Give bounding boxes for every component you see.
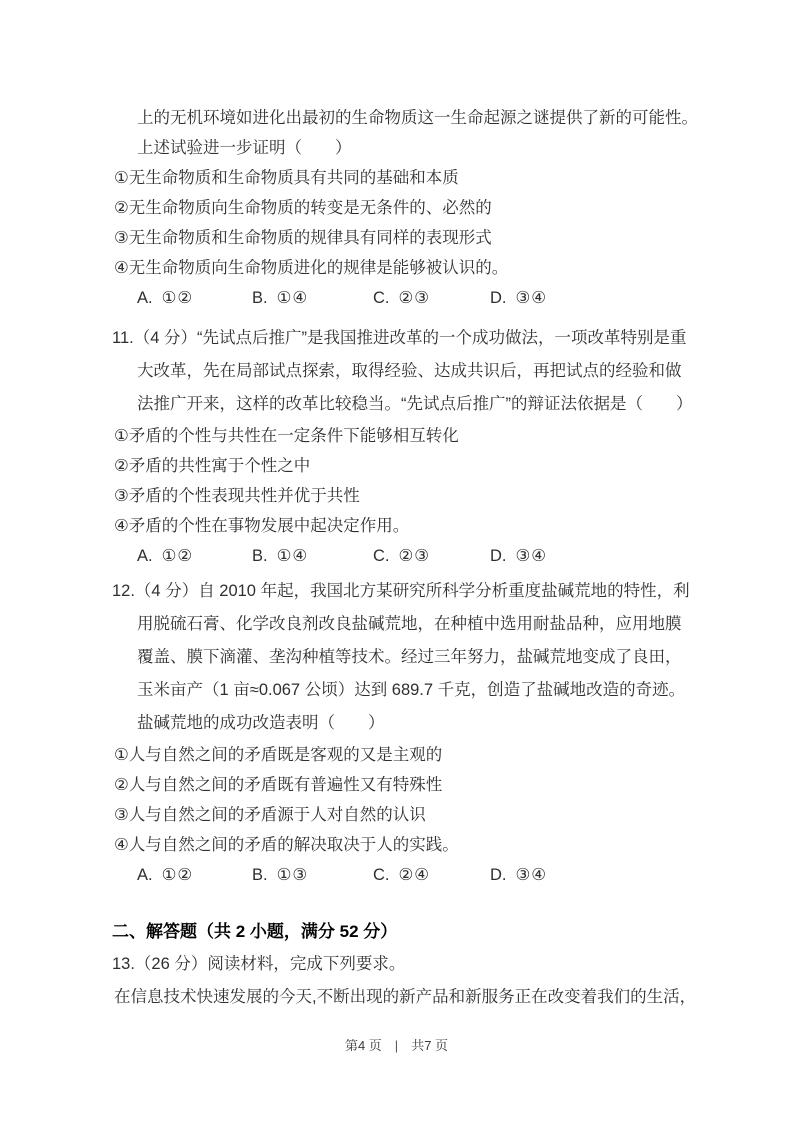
question-text-line: 法推广开来，这样的改革比较稳当。“先试点后推广”的辩证法依据是（ ） [137, 395, 693, 413]
choice-item-1: ①无生命物质和生命物质具有共同的基础和本质 [114, 169, 459, 187]
question-text-line: 盐碱荒地的成功改造表明（ ） [137, 714, 385, 732]
page-total: 共7 页 [411, 1038, 449, 1053]
answer-option-b [252, 283, 373, 313]
page-footer [0, 1037, 793, 1055]
choice-item-4: ④无生命物质向生命物质进化的规律是能够被认识的。 [114, 259, 509, 277]
answer-option-c [373, 860, 490, 890]
option-letter: D. [490, 547, 507, 565]
answer-option-d [490, 860, 547, 890]
answer-option-d [490, 541, 547, 571]
question-text-line: 大改革，先在局部试点探索，取得经验、达成共识后，再把试点的经验和做 [137, 362, 682, 380]
option-letter: D. [490, 289, 507, 307]
choice-item-3: ③无生命物质和生命物质的规律具有同样的表现形式 [114, 229, 492, 247]
choice-item-3: ③人与自然之间的矛盾源于人对自然的认识 [114, 806, 426, 824]
option-letter: B. [252, 547, 268, 565]
option-letter: A. [137, 547, 153, 565]
option-letter: A. [137, 866, 153, 884]
choice-item-1: ①矛盾的个性与共性在一定条件下能够相互转化 [114, 427, 459, 445]
question-text-line: 12.（4 分）自 2010 年起，我国北方某研究所科学分析重度盐碱荒地的特性，利 [112, 582, 690, 600]
choice-item-2: ②人与自然之间的矛盾既有普遍性又有特殊性 [114, 776, 443, 794]
question-text-line: 用脱硫石膏、化学改良剂改良盐碱荒地，在种植中选用耐盐品种，应用地膜 [137, 615, 682, 633]
option-value: ③④ [515, 866, 548, 884]
question-text-line: 覆盖、膜下滴灌、垄沟种植等技术。经过三年努力，盐碱荒地变成了良田， [137, 648, 682, 666]
choice-item-2: ②矛盾的共性寓于个性之中 [114, 457, 311, 475]
option-value: ②③ [398, 289, 431, 307]
answer-option-b [252, 541, 373, 571]
option-letter: C. [373, 866, 390, 884]
option-value: ②③ [398, 547, 431, 565]
option-value: ①② [161, 547, 194, 565]
section-2 [112, 915, 733, 1014]
option-letter: A. [137, 289, 153, 307]
option-letter: B. [252, 866, 268, 884]
answer-option-c [373, 283, 490, 313]
choice-item-4: ④矛盾的个性在事物发展中起决定作用。 [114, 517, 410, 535]
answer-option-a [137, 283, 252, 313]
footer-separator: | [394, 1038, 399, 1053]
option-value: ①② [161, 866, 194, 884]
answer-option-c [373, 541, 490, 571]
answer-options-row [137, 860, 733, 890]
answer-option-a [137, 541, 252, 571]
page-number: 第4 页 [344, 1038, 382, 1053]
answer-option-b [252, 860, 373, 890]
question-12 [112, 575, 733, 890]
material-paragraph-line: 在信息技术快速发展的今天,不断出现的新产品和新服务正在改变着我们的生活， [114, 988, 697, 1006]
option-letter: C. [373, 289, 390, 307]
question-text-line: 玉米亩产（1 亩≈0.067 公顷）达到 689.7 千克，创造了盐碱地改造的奇迹。 [137, 681, 686, 699]
choice-item-3: ③矛盾的个性表现共性并优于共性 [114, 487, 360, 505]
answer-options-row [137, 541, 733, 571]
option-value: ③④ [515, 289, 548, 307]
answer-option-d [490, 283, 547, 313]
answer-option-a [137, 860, 252, 890]
choice-item-1: ①人与自然之间的矛盾既是客观的又是主观的 [114, 746, 443, 764]
question-13-line: 13.（26 分）阅读材料，完成下列要求。 [112, 955, 406, 973]
answer-options-row [137, 283, 733, 313]
option-value: ①② [161, 289, 194, 307]
choice-item-4: ④人与自然之间的矛盾的解决取决于人的实践。 [114, 836, 459, 854]
section-heading: 二、解答题（共 2 小题，满分 52 分） [112, 922, 398, 941]
question-text-line: 上述试验进一步证明（ ） [137, 139, 352, 157]
choice-item-2: ②无生命物质向生命物质的转变是无条件的、必然的 [114, 199, 492, 217]
question-11 [112, 322, 733, 571]
question-text-line: 11.（4 分）“先试点后推广”是我国推进改革的一个成功做法，一项改革特别是重 [112, 329, 687, 347]
option-letter: D. [490, 866, 507, 884]
option-value: ③④ [515, 547, 548, 565]
option-value: ①③ [276, 866, 309, 884]
option-value: ②④ [398, 866, 431, 884]
option-value: ①④ [276, 547, 309, 565]
question-10-continuation [112, 103, 733, 313]
option-letter: C. [373, 547, 390, 565]
option-letter: B. [252, 289, 268, 307]
option-value: ①④ [276, 289, 309, 307]
question-text-line: 上的无机环境如进化出最初的生命物质这一生命起源之谜提供了新的可能性。 [137, 109, 698, 127]
